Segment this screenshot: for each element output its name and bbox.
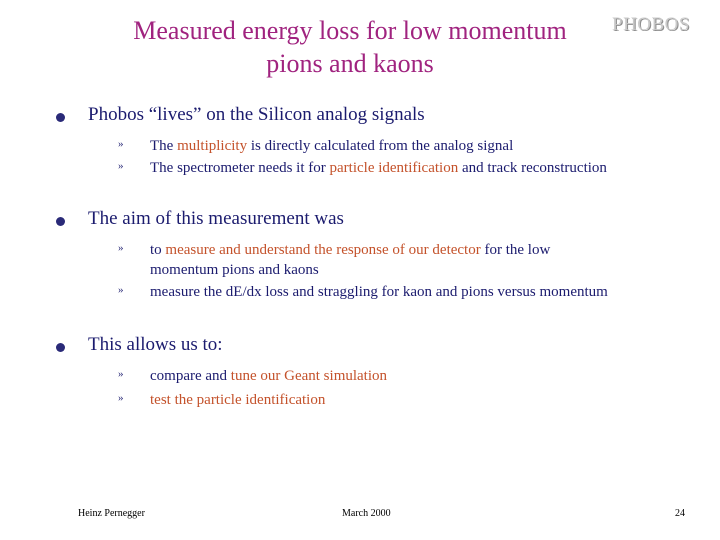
- sub-bullet-marker-icon: »: [118, 160, 124, 172]
- sub-bullet-marker-icon: »: [118, 368, 124, 380]
- sub-bullet-1-2: [118, 158, 618, 178]
- sub-bullet-text: measure the dE/dx loss and straggling for kaon and pions versus momentum: [150, 284, 608, 300]
- sub-bullet-2-1: [118, 240, 618, 280]
- footer-page-number: 24: [675, 508, 685, 519]
- bullet-3-text: This allows us to:: [88, 334, 223, 355]
- bullet-dot-icon: [56, 217, 65, 226]
- bullet-3: [56, 334, 696, 410]
- sub-bullet-2-2: [118, 282, 618, 302]
- bullet-2: [56, 208, 696, 302]
- bullet-1-text: Phobos “lives” on the Silicon analog signals: [88, 104, 425, 125]
- bullet-2-text: The aim of this measurement was: [88, 208, 344, 229]
- footer-author: Heinz Pernegger: [78, 508, 145, 519]
- sub-bullet-text: The spectrometer needs it for particle identification and track reconstruction: [150, 160, 607, 176]
- footer-date: March 2000: [342, 508, 391, 519]
- bullet-dot-icon: [56, 113, 65, 122]
- slide-title: [100, 14, 600, 80]
- sub-bullet-marker-icon: »: [118, 284, 124, 296]
- sub-bullet-text: test the particle identification: [150, 392, 326, 408]
- sub-bullet-marker-icon: »: [118, 392, 124, 404]
- phobos-logo: PHOBOS: [612, 14, 690, 35]
- sub-bullet-3-2: [118, 390, 618, 410]
- sub-bullet-text: to measure and understand the response of our detector for the low momentum pions and kaons: [150, 242, 551, 278]
- sub-bullet-text: compare and tune our Geant simulation: [150, 368, 388, 384]
- sub-bullet-text: The multiplicity is directly calculated from the analog signal: [150, 138, 514, 154]
- sub-bullet-3-1: [118, 366, 618, 386]
- title-line-1: Measured energy loss for low momentum: [133, 16, 567, 45]
- bullet-dot-icon: [56, 343, 65, 352]
- sub-bullet-1-1: [118, 136, 618, 156]
- bullet-1: [56, 104, 696, 178]
- sub-bullet-marker-icon: »: [118, 138, 124, 150]
- title-line-2: pions and kaons: [266, 49, 434, 78]
- sub-bullet-marker-icon: »: [118, 242, 124, 254]
